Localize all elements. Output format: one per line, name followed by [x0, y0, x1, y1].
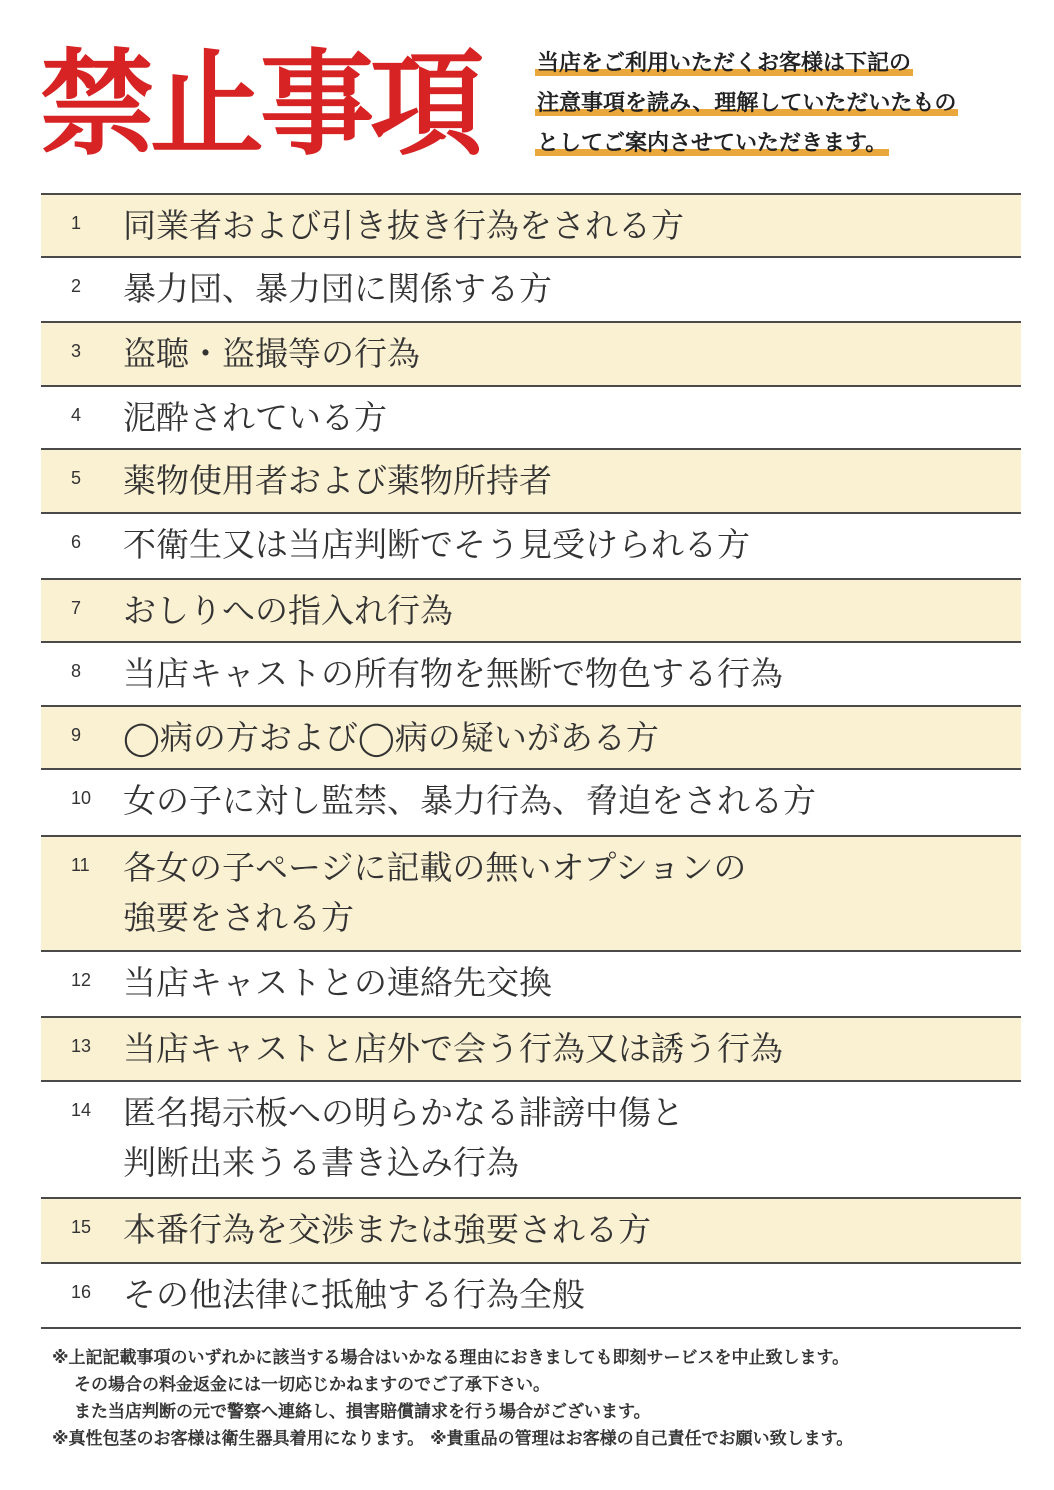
rule-number: 13: [71, 1036, 92, 1056]
rule-row: [41, 952, 1021, 1018]
rule-number: 15: [71, 1217, 92, 1237]
rule-text: 当店キャストとの連絡先交換: [123, 963, 552, 1002]
rule-text: 暴力団、暴力団に関係する方: [123, 269, 552, 308]
rule-text: 薬物使用者および薬物所持者: [123, 461, 552, 500]
rule-number: 1: [71, 213, 82, 233]
rule-text: その他法律に抵触する行為全般: [123, 1275, 585, 1314]
rule-text: [123, 1088, 684, 1188]
rule-row: [41, 450, 1021, 514]
rule-number: 6: [71, 532, 82, 552]
rule-number: 8: [71, 661, 82, 681]
rule-text: 泥酔されている方: [123, 398, 387, 437]
intro-line: 当店をご利用いただくお客様は下記の: [537, 51, 912, 76]
intro-line: としてご案内させていただきます。: [537, 131, 888, 156]
rule-text: ◯病の方および◯病の疑いがある方: [123, 718, 659, 757]
rule-text: 当店キャストの所有物を無断で物色する行為: [123, 654, 783, 693]
rules-list: [41, 193, 1021, 1329]
rule-row: [41, 1018, 1021, 1082]
header: [0, 0, 1054, 190]
rule-text-line: 各女の子ページに記載の無いオプションの: [123, 848, 747, 887]
rule-number: 11: [71, 855, 90, 875]
rule-row: [41, 1199, 1021, 1264]
rule-text: 当店キャストと店外で会う行為又は誘う行為: [123, 1029, 783, 1068]
rule-text: 盗聴・盗撮等の行為: [123, 334, 420, 373]
rule-text-line: 強要をされる方: [123, 898, 354, 937]
rule-text: 不衛生又は当店判断でそう見受けられる方: [123, 525, 750, 564]
rule-number: 5: [71, 468, 82, 488]
footer-note: その場合の料金返金には一切応じかねますのでご了承下さい。: [74, 1375, 550, 1395]
footer-note: ※上記記載事項のいずれかに該当する場合はいかなる理由におきましても即刻サービスを中止致します。: [52, 1348, 850, 1368]
rule-row: [41, 195, 1021, 258]
intro-text: [535, 50, 1035, 170]
rule-row: [41, 707, 1021, 770]
rule-number: 9: [71, 725, 82, 745]
rule-text-line: 匿名掲示板への明らかなる誹謗中傷と: [123, 1093, 684, 1132]
rule-number: 16: [71, 1282, 92, 1302]
rule-text-line: 判断出来うる書き込み行為: [123, 1143, 519, 1182]
rule-text: [123, 843, 746, 943]
rule-row: [41, 1082, 1021, 1199]
rule-number: 7: [71, 598, 82, 618]
rule-number: 14: [71, 1100, 92, 1120]
intro-line: 注意事項を読み、理解していただいたもの: [537, 91, 957, 116]
footer-notes: [52, 1345, 1032, 1453]
rule-row: [41, 514, 1021, 580]
rule-text: 本番行為を交渉または強要される方: [123, 1210, 651, 1249]
rule-text: 同業者および引き抜き行為をされる方: [123, 206, 684, 245]
rule-row: [41, 258, 1021, 323]
footer-note: また当店判断の元で警察へ連絡し、損害賠償請求を行う場合がございます。: [74, 1402, 651, 1422]
rule-number: 2: [71, 276, 82, 296]
rule-row: [41, 837, 1021, 952]
rule-row: [41, 387, 1021, 450]
rule-number: 3: [71, 341, 82, 361]
rule-row: [41, 580, 1021, 643]
rule-text: おしりへの指入れ行為: [123, 591, 453, 630]
rule-number: 12: [71, 970, 92, 990]
footer-note: ※真性包茎のお客様は衛生器具着用になります。 ※貴重品の管理はお客様の自己責任でお願い致します。: [52, 1429, 854, 1449]
rule-row: [41, 643, 1021, 707]
rule-text: 女の子に対し監禁、暴力行為、脅迫をされる方: [123, 781, 816, 820]
rule-row: [41, 1264, 1021, 1329]
rule-row: [41, 770, 1021, 837]
page-title: 禁止事項: [40, 38, 481, 171]
rule-row: [41, 323, 1021, 387]
rule-number: 10: [71, 788, 92, 808]
rule-number: 4: [71, 405, 82, 425]
